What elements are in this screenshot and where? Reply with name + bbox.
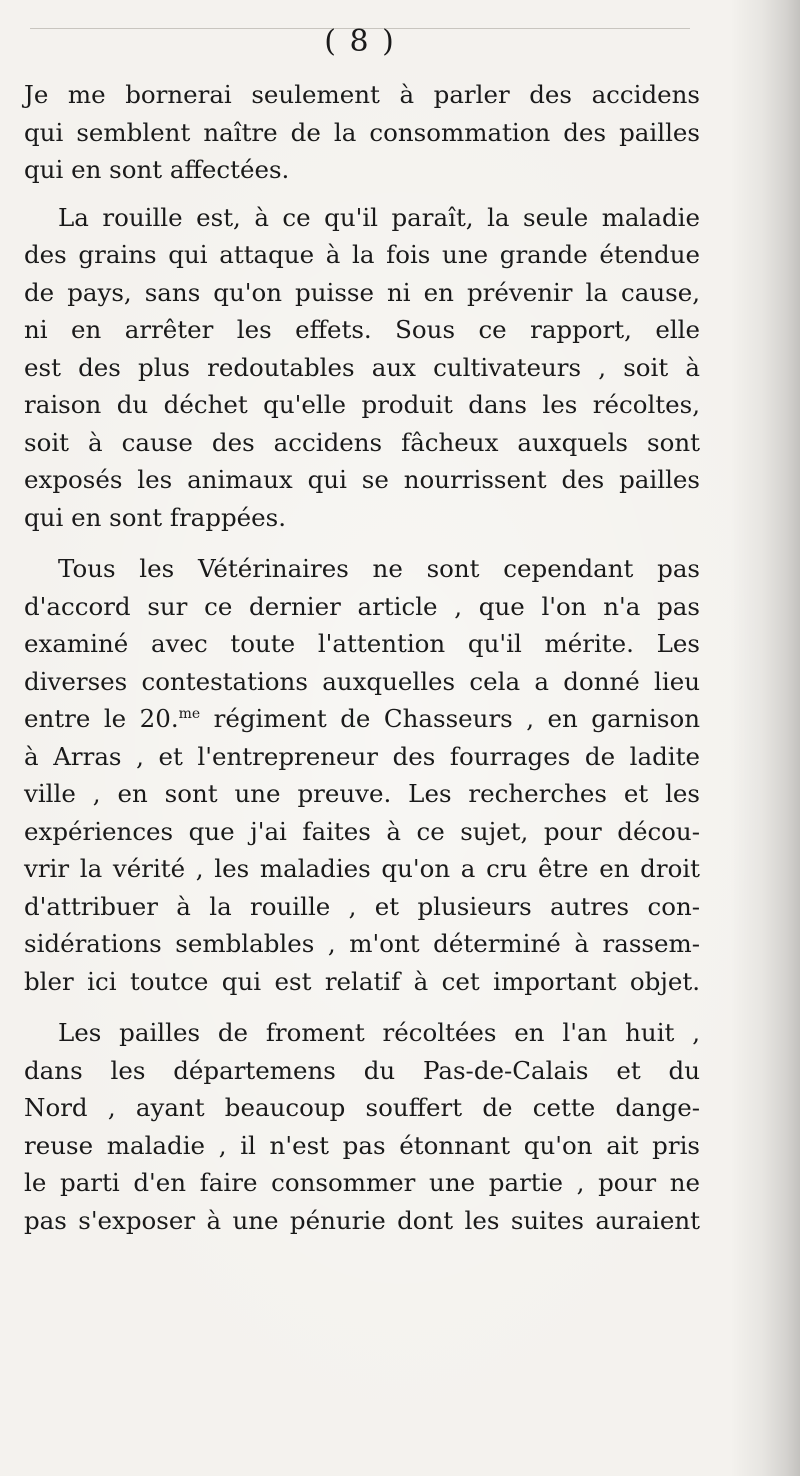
text-line: examiné avec toute l'attention qu'il mérite. Les — [24, 629, 700, 658]
ordinal-superscript: me — [178, 706, 201, 722]
text-fragment: entre le 20. — [24, 704, 179, 733]
paragraph-1 — [24, 76, 700, 189]
text-line: d'attribuer à la rouille , et plusieurs autres con- — [24, 891, 700, 921]
paragraph-2 — [24, 199, 700, 537]
text-line: Nord , ayant beaucoup souffert de cette dange- — [24, 1093, 700, 1122]
text-line: qui en sont frappées. — [24, 502, 286, 532]
text-line: qui en sont affectées. — [24, 155, 290, 184]
text-line: raison du déchet qu'elle produit dans les récoltes, — [24, 390, 700, 419]
paragraph-3 — [24, 550, 700, 1000]
text-line: expériences que j'ai faites à ce sujet, pour décou- — [24, 816, 700, 846]
text-line: reuse maladie , il n'est pas étonnant qu'on ait pris — [24, 1130, 700, 1160]
text-line: soit à cause des accidens fâcheux auxquels sont — [24, 427, 700, 457]
text-line: La rouille est, à ce qu'il paraît, la seule maladie — [58, 202, 700, 232]
text-line: Je me bornerai seulement à parler des accidens — [24, 80, 700, 109]
text-line: Tous les Vétérinaires ne sont cependant pas — [58, 554, 700, 583]
page-number: ( 8 ) — [324, 24, 396, 59]
text-line: dans les départemens du Pas-de-Calais et du — [24, 1055, 700, 1085]
text-line: d'accord sur ce dernier article , que l'on n'a pas — [24, 591, 700, 621]
text-line: de pays, sans qu'on puisse ni en prévenir la cause, — [24, 277, 700, 307]
text-line: Les pailles de froment récoltées en l'an huit , — [58, 1018, 700, 1047]
text-line: diverses contestations auxquelles cela a donné lieu — [24, 666, 700, 696]
text-line: sidérations semblables , m'ont déterminé à rassem- — [24, 929, 700, 958]
text-line: des grains qui attaque à la fois une grande étendue — [24, 240, 700, 269]
text-line: exposés les animaux qui se nourrissent des pailles — [24, 465, 700, 494]
text-line: ville , en sont une preuve. Les recherches et les — [24, 779, 700, 808]
text-line: est des plus redoutables aux cultivateurs , soit à — [24, 352, 700, 382]
text-line-with-ordinal — [24, 700, 700, 738]
text-line: bler ici toutce qui est relatif à cet important objet. — [24, 966, 700, 996]
paragraph-4 — [24, 1014, 700, 1239]
text-line: vrir la vérité , les maladies qu'on a cru être en droit — [24, 854, 700, 883]
text-line: pas s'exposer à une pénurie dont les suites auraient — [24, 1205, 700, 1235]
text-line: le parti d'en faire consommer une partie , pour ne — [24, 1168, 700, 1197]
text-line: à Arras , et l'entrepreneur des fourrages de ladite — [24, 741, 700, 771]
binding-shadow — [730, 0, 800, 1476]
text-fragment: régiment de Chasseurs , en garnison — [200, 704, 700, 733]
text-line: ni en arrêter les effets. Sous ce rapport, elle — [24, 315, 700, 344]
text-line: qui semblent naître de la consommation des pailles — [24, 117, 700, 147]
body-text — [24, 76, 700, 1239]
